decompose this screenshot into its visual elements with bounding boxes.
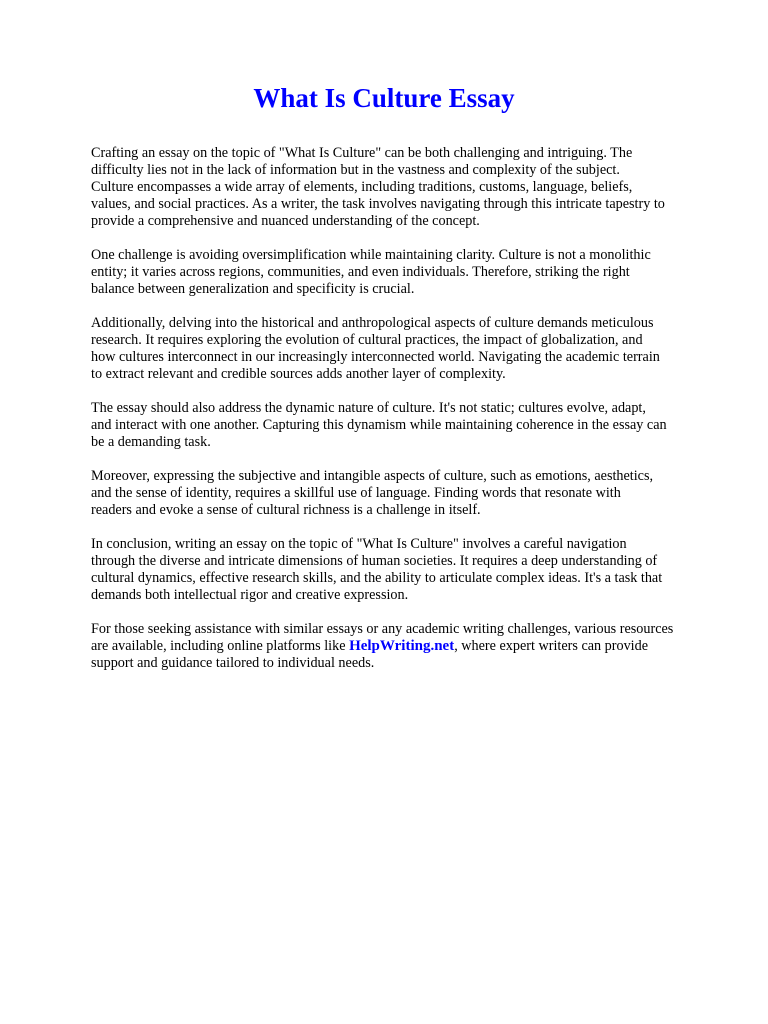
text-line: entity; it varies across regions, communities, and even individuals. Therefore, striking the right bbox=[91, 264, 630, 280]
text-line: to extract relevant and credible sources adds another layer of complexity. bbox=[91, 366, 506, 382]
text-line: how cultures interconnect in our increasingly interconnected world. Navigating the academic terrain bbox=[91, 349, 660, 365]
text-line: and the sense of identity, requires a skillful use of language. Finding words that resonate with bbox=[91, 485, 621, 501]
paragraph-2 bbox=[91, 247, 731, 298]
text-line: cultural dynamics, effective research skills, and the ability to articulate complex ideas. It's a task that bbox=[91, 570, 663, 586]
text-line: Crafting an essay on the topic of "What Is Culture" can be both challenging and intriguing. The bbox=[91, 145, 633, 161]
paragraph-1 bbox=[91, 145, 731, 230]
page-title: What Is Culture Essay bbox=[253, 83, 515, 113]
paragraph-6 bbox=[91, 536, 731, 604]
text-line: Moreover, expressing the subjective and intangible aspects of culture, such as emotions, aesthetics, bbox=[91, 468, 654, 484]
text-line: values, and social practices. As a writer, the task involves navigating through this intricate tapestry to bbox=[91, 196, 665, 212]
text-line: Additionally, delving into the historical and anthropological aspects of culture demands meticulous bbox=[91, 315, 654, 331]
paragraph-3 bbox=[91, 315, 731, 383]
text-line: The essay should also address the dynamic nature of culture. It's not static; cultures evolve, adapt, bbox=[91, 400, 646, 416]
essay-body bbox=[91, 145, 731, 689]
text-line: support and guidance tailored to individual needs. bbox=[91, 655, 375, 671]
text-line: Culture encompasses a wide array of elements, including traditions, customs, language, beliefs, bbox=[91, 179, 633, 195]
text-line: be a demanding task. bbox=[91, 434, 211, 450]
text-line: research. It requires exploring the evolution of cultural practices, the impact of globalization, and bbox=[91, 332, 643, 348]
text-line: through the diverse and intricate dimensions of human societies. It requires a deep understanding of bbox=[91, 553, 658, 569]
text-line: difficulty lies not in the lack of information but in the vastness and complexity of the subject. bbox=[91, 162, 620, 178]
text-line: In conclusion, writing an essay on the topic of "What Is Culture" involves a careful navigation bbox=[91, 536, 627, 552]
text-line: demands both intellectual rigor and creative expression. bbox=[91, 587, 409, 603]
text-line: One challenge is avoiding oversimplification while maintaining clarity. Culture is not a monolithic bbox=[91, 247, 651, 263]
text-line: For those seeking assistance with similar essays or any academic writing challenges, various resources bbox=[91, 621, 674, 637]
text-line: readers and evoke a sense of cultural richness is a challenge in itself. bbox=[91, 502, 481, 518]
paragraph-4 bbox=[91, 400, 731, 451]
paragraph-closing bbox=[91, 621, 731, 672]
text-line: balance between generalization and specificity is crucial. bbox=[91, 281, 415, 297]
text-line: provide a comprehensive and nuanced understanding of the concept. bbox=[91, 213, 480, 229]
text-line-with-link bbox=[91, 638, 731, 655]
text-segment: are available, including online platforms like bbox=[91, 638, 350, 654]
text-line: and interact with one another. Capturing this dynamism while maintaining coherence in the essay can bbox=[91, 417, 667, 433]
text-segment: , where expert writers can provide bbox=[454, 638, 649, 654]
paragraph-5 bbox=[91, 468, 731, 519]
helpwriting-link[interactable]: HelpWriting.net bbox=[349, 638, 455, 654]
